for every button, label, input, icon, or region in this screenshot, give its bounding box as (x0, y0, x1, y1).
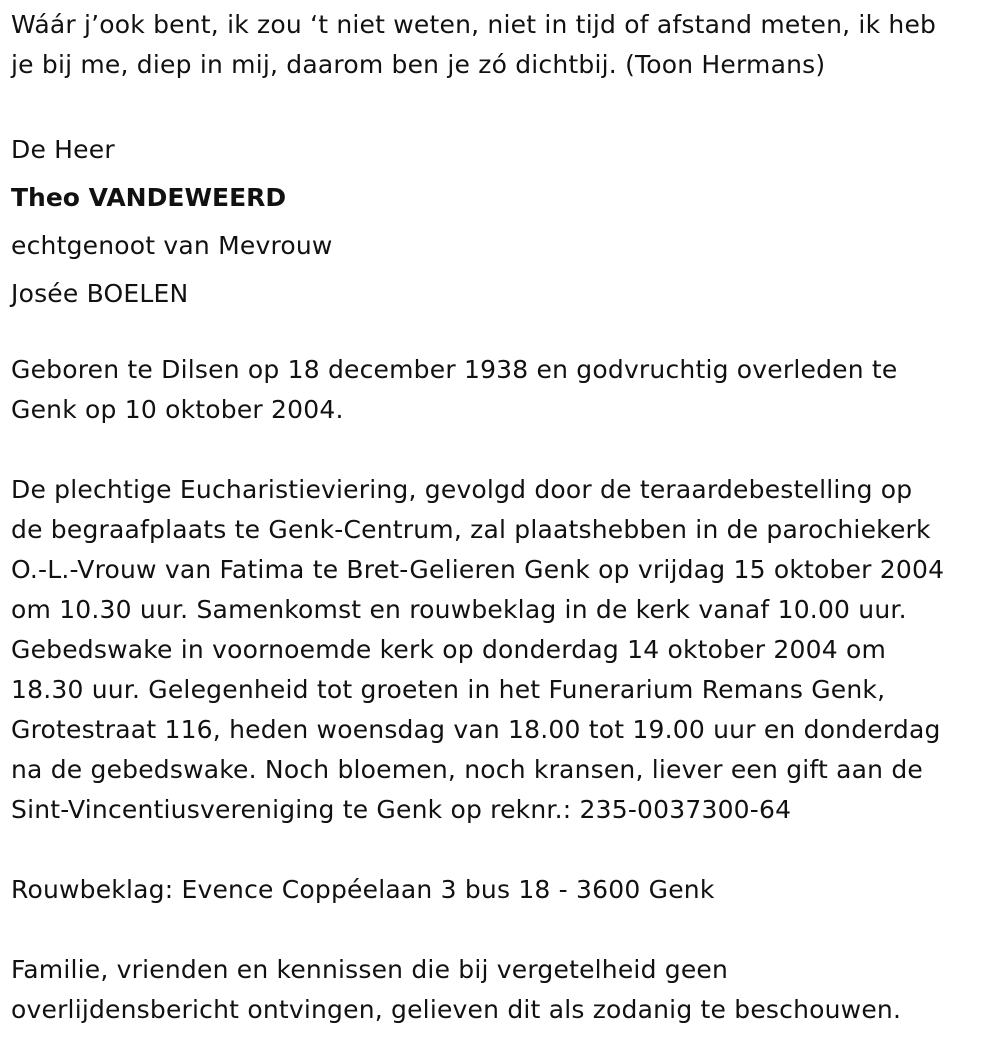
ceremony-line: Gebedswake in voornoemde kerk op donderdag 14 oktober 2004 om (11, 635, 887, 664)
birth-death-line: Genk op 10 oktober 2004. (11, 395, 344, 424)
quote-line: Wáár j’ook bent, ik zou ‘t niet weten, niet in tijd of afstand meten, ik heb (11, 10, 937, 39)
ceremony-line: na de gebedswake. Noch bloemen, noch kransen, liever een gift aan de (11, 755, 924, 784)
ceremony-line: Grotestraat 116, heden woensdag van 18.00 tot 19.00 uur en donderdag (11, 715, 941, 744)
ceremony-line: om 10.30 uur. Samenkomst en rouwbeklag in de kerk vanaf 10.00 uur. (11, 595, 907, 624)
quote-paragraph (11, 5, 936, 85)
honorific-title: De Heer (11, 135, 115, 164)
ceremony-line: 18.30 uur. Gelegenheid tot groeten in het Funerarium Remans Genk, (11, 675, 886, 704)
spouse-name: Josée BOELEN (11, 279, 189, 308)
deceased-name: Theo VANDEWEERD (11, 183, 287, 212)
closing-line: overlijdensbericht ontvingen, gelieven dit als zodanig te beschouwen. (11, 995, 902, 1024)
quote-line: je bij me, diep in mij, daarom ben je zó dichtbij. (Toon Hermans) (11, 50, 826, 79)
ceremony-line: Sint-Vincentiusvereniging te Genk op reknr.: 235-0037300-64 (11, 795, 792, 824)
closing-line: Familie, vrienden en kennissen die bij vergetelheid geen (11, 955, 729, 984)
ceremony-line: de begraafplaats te Genk-Centrum, zal plaatshebben in de parochiekerk (11, 515, 931, 544)
birth-death-paragraph (11, 350, 898, 430)
deceased-block (11, 126, 333, 318)
condolence-address-line: Rouwbeklag: Evence Coppéelaan 3 bus 18 - 3600 Genk (11, 875, 715, 904)
ceremony-line: De plechtige Eucharistieviering, gevolgd door de teraardebestelling op (11, 475, 913, 504)
ceremony-line: O.-L.-Vrouw van Fatima te Bret-Gelieren Genk op vrijdag 15 oktober 2004 (11, 555, 945, 584)
condolence-address (11, 870, 715, 910)
closing-paragraph (11, 950, 901, 1030)
ceremony-paragraph (11, 470, 944, 830)
relation-text: echtgenoot van Mevrouw (11, 231, 333, 260)
birth-death-line: Geboren te Dilsen op 18 december 1938 en godvruchtig overleden te (11, 355, 898, 384)
